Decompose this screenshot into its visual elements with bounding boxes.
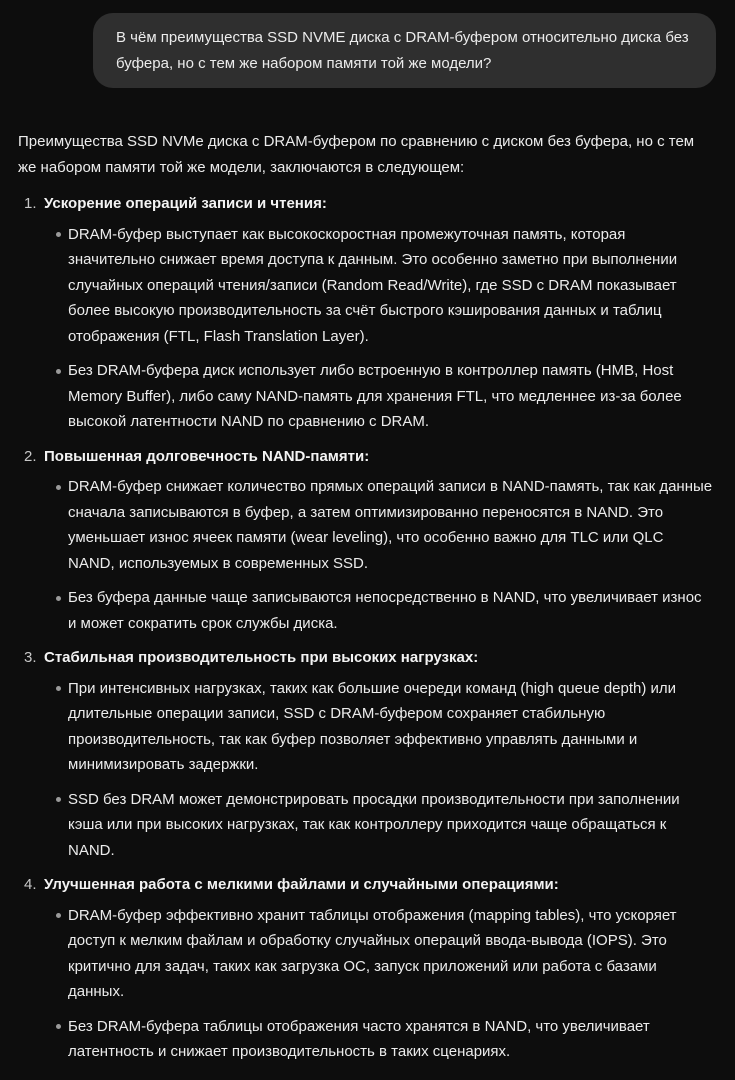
bullet-item xyxy=(18,358,713,435)
user-message-bubble xyxy=(93,13,716,88)
bullet-item xyxy=(18,474,713,576)
bullet-icon xyxy=(56,797,61,802)
list-item-1-number: 1. xyxy=(24,195,37,212)
list-item-4-heading-row xyxy=(18,872,713,898)
bullet-text: SSD без DRAM может демонстрировать просадки производительности при заполнении кэша или при высоких нагрузках, так как контроллеру приходится чаще обращаться к NAND. xyxy=(68,790,680,859)
list-item-2-heading-row xyxy=(18,444,713,470)
bullet-text: DRAM-буфер снижает количество прямых операций записи в NAND-память, так как данные сначала записываются в буфер, а затем оптимизированно переносятся в NAND. Это уменьшает износ ячеек памяти (wear leveling), что особенно важно для TLC или QLC NAND, используемых в современных SSD. xyxy=(68,478,713,572)
user-message-row xyxy=(0,0,735,88)
bullet-icon xyxy=(56,1024,61,1029)
list-item-1 xyxy=(18,191,713,435)
list-item-1-heading-row xyxy=(18,191,713,217)
list-item-2-heading: Повышенная долговечность NAND-памяти: xyxy=(44,447,370,465)
user-message-text: В чём преимущества SSD NVME диска с DRAM-буфером относительно диска без буфера, но с тем же набором памяти той же модели? xyxy=(116,29,689,72)
assistant-intro: Преимущества SSD NVMe диска с DRAM-буфером по сравнению с диском без буфера, но с тем же набором памяти той же модели, заключаются в следующем: xyxy=(18,133,695,176)
bullet-icon xyxy=(56,596,61,601)
bullet-icon xyxy=(56,232,61,237)
bullet-icon xyxy=(56,485,61,490)
bullet-text: Без DRAM-буфера диск использует либо встроенную в контроллер память (HMB, Host Memory Buffer), либо саму NAND-память для хранения FTL, что медленнее из-за более высокой латентности NAND по сравнению с DRAM. xyxy=(68,362,682,430)
bullet-text: При интенсивных нагрузках, таких как большие очереди команд (high queue depth) или длительные операции записи, SSD с DRAM-буфером сохраняет стабильную производительность, так как буфер позволяет эффективно управлять данными и минимизировать задержки. xyxy=(68,679,677,773)
list-item-2-number: 2. xyxy=(24,447,37,465)
list-item-3-heading: Стабильная производительность при высоких нагрузках: xyxy=(44,649,479,666)
bullet-item xyxy=(18,676,713,778)
bullet-icon xyxy=(56,913,61,918)
list-item-3-number: 3. xyxy=(24,649,37,666)
bullet-text: DRAM-буфер выступает как высокоскоростная промежуточная память, которая значительно снижает время доступа к данным. Это особенно заметно при выполнении случайных операций чтения/записи (Random Read/Write), где SSD с DRAM показывает более высокую производительность за счёт быстрого кэширования данных и таблиц отображения (FTL, Flash Translation Layer). xyxy=(68,225,678,345)
bullet-text: Без буфера данные чаще записываются непосредственно в NAND, что увеличивает износ и может сократить срок службы диска. xyxy=(68,589,702,632)
bullet-text: DRAM-буфер эффективно хранит таблицы отображения (mapping tables), что ускоряет доступ к мелким файлам и обработку случайных операций ввода-вывода (IOPS). Это критично для задач, таких как загрузка ОС, запуск приложений или работа с базами данных. xyxy=(68,906,677,1000)
bullet-icon xyxy=(56,369,61,374)
list-item-1-heading: Ускорение операций записи и чтения: xyxy=(44,195,327,212)
list-item-4-number: 4. xyxy=(24,876,37,893)
assistant-message xyxy=(0,129,735,1065)
list-item-4 xyxy=(18,872,713,1065)
list-item-4-heading: Улучшенная работа с мелкими файлами и случайными операциями: xyxy=(44,876,559,893)
list-item-3 xyxy=(18,645,713,863)
bullet-item xyxy=(18,1014,713,1065)
list-item-3-heading-row xyxy=(18,645,713,671)
bullet-item xyxy=(18,903,713,1005)
bullet-icon xyxy=(56,686,61,691)
bullet-item xyxy=(18,585,713,636)
list-item-2 xyxy=(18,444,713,637)
bullet-item xyxy=(18,787,713,864)
bullet-item xyxy=(18,222,713,350)
bullet-text: Без DRAM-буфера таблицы отображения часто хранятся в NAND, что увеличивает латентность и снижает производительность в таких сценариях. xyxy=(68,1017,650,1060)
